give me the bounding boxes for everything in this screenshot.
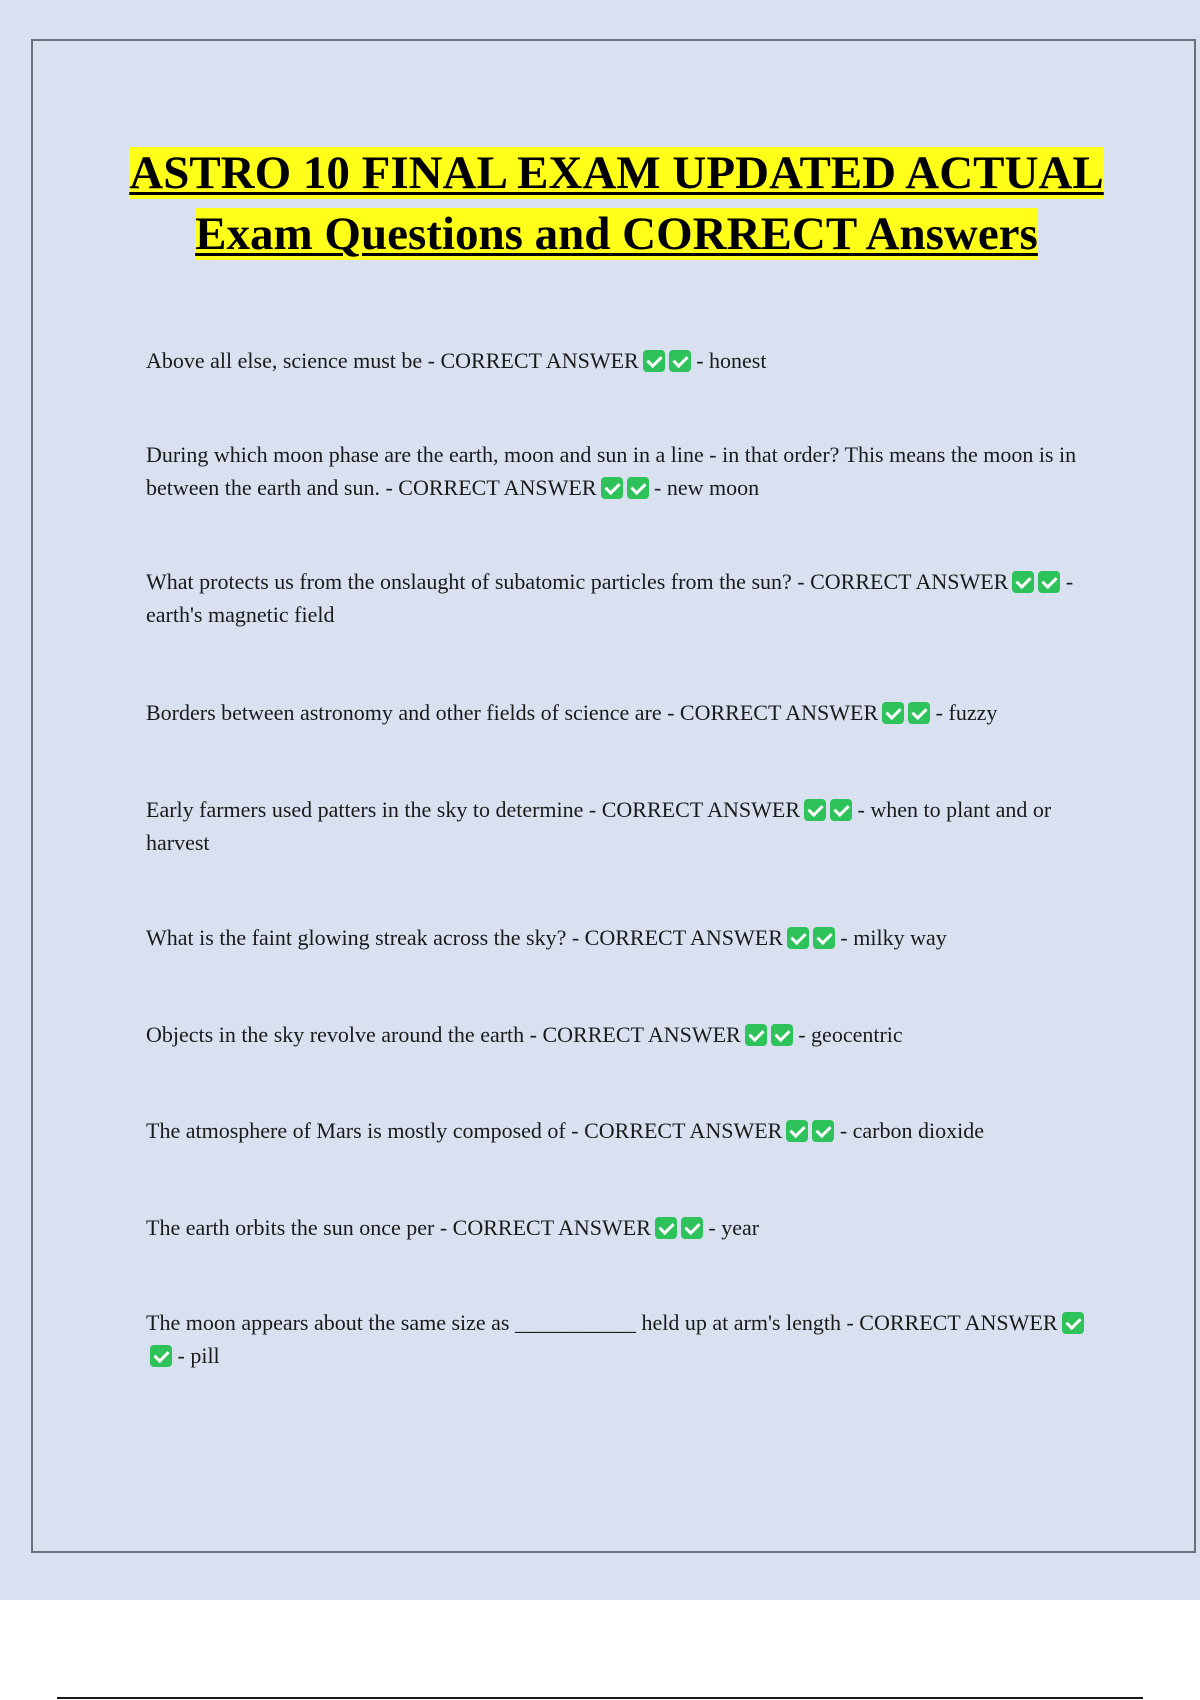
answer-marker: CORRECT ANSWER [679,700,879,725]
answer-text: - fuzzy [930,700,998,725]
answer-marker: CORRECT ANSWER [810,569,1009,594]
qa-item-8 [146,1114,1096,1147]
answer-marker: CORRECT ANSWER [440,348,639,373]
check-mark-icon [830,799,852,821]
answer-marker: CORRECT ANSWER [601,797,800,822]
answer-text: - carbon dioxide [834,1118,984,1143]
question-text: The earth orbits the sun once per - [146,1215,453,1240]
question-text: What is the faint glowing streak across the sky? - [146,925,585,950]
check-mark-icon [908,702,930,724]
answer-text: - pill [172,1343,220,1368]
question-text: The moon appears about the same size as ___________ held up at arm's length - [146,1310,860,1335]
question-text: The atmosphere of Mars is mostly composed of - [146,1118,585,1143]
qa-item-3 [146,565,1096,631]
answer-text: - honest [690,348,767,373]
answer-marker: CORRECT ANSWER [398,475,597,500]
question-text: What protects us from the onslaught of subatomic particles from the sun? - [146,569,811,594]
qa-item-6 [146,921,1096,954]
check-mark-icon [681,1217,703,1239]
check-mark-icon [812,1120,834,1142]
question-text: Above all else, science must be - [146,348,441,373]
question-text: Borders between astronomy and other fields of science are - [146,700,680,725]
qa-item-10 [146,1306,1096,1372]
answer-text: - earth's magnetic field [146,569,1074,627]
check-mark-icon [150,1345,172,1367]
footer-rule [57,1697,1143,1699]
question-text: Objects in the sky revolve around the earth - [146,1022,543,1047]
check-mark-icon [1012,571,1034,593]
qa-item-5 [146,793,1096,859]
check-mark-icon [1062,1312,1084,1334]
answer-text: - new moon [648,475,760,500]
check-mark-icon [771,1024,793,1046]
qa-item-2 [146,438,1096,504]
qa-item-1 [146,344,1096,377]
answer-marker: CORRECT ANSWER [542,1022,741,1047]
question-text: During which moon phase are the earth, moon and sun in a line - in that order? This means the moon is in between the earth and sun. - [146,442,1077,500]
answer-text: - when to plant and or harvest [146,797,1052,855]
answer-text: - geocentric [792,1022,903,1047]
qa-item-7 [146,1018,1096,1051]
answer-marker: CORRECT ANSWER [584,925,783,950]
answer-text: - milky way [834,925,947,950]
answer-marker: CORRECT ANSWER [584,1118,783,1143]
question-text: Early farmers used patters in the sky to determine - [146,797,602,822]
check-mark-icon [655,1217,677,1239]
check-mark-icon [627,477,649,499]
check-mark-icon [882,702,904,724]
answer-marker: CORRECT ANSWER [859,1310,1058,1335]
check-mark-icon [601,477,623,499]
answer-text: - year [702,1215,760,1240]
check-mark-icon [813,927,835,949]
check-mark-icon [745,1024,767,1046]
check-mark-icon [669,350,691,372]
answer-marker: CORRECT ANSWER [452,1215,651,1240]
check-mark-icon [1038,571,1060,593]
qa-item-9 [146,1211,1096,1244]
check-mark-icon [786,1120,808,1142]
qa-item-4 [146,696,1096,729]
document-title [120,143,1113,265]
check-mark-icon [643,350,665,372]
check-mark-icon [787,927,809,949]
document-title-text: ASTRO 10 FINAL EXAM UPDATED ACTUAL Exam Questions and CORRECT Answers [129,147,1104,260]
check-mark-icon [804,799,826,821]
